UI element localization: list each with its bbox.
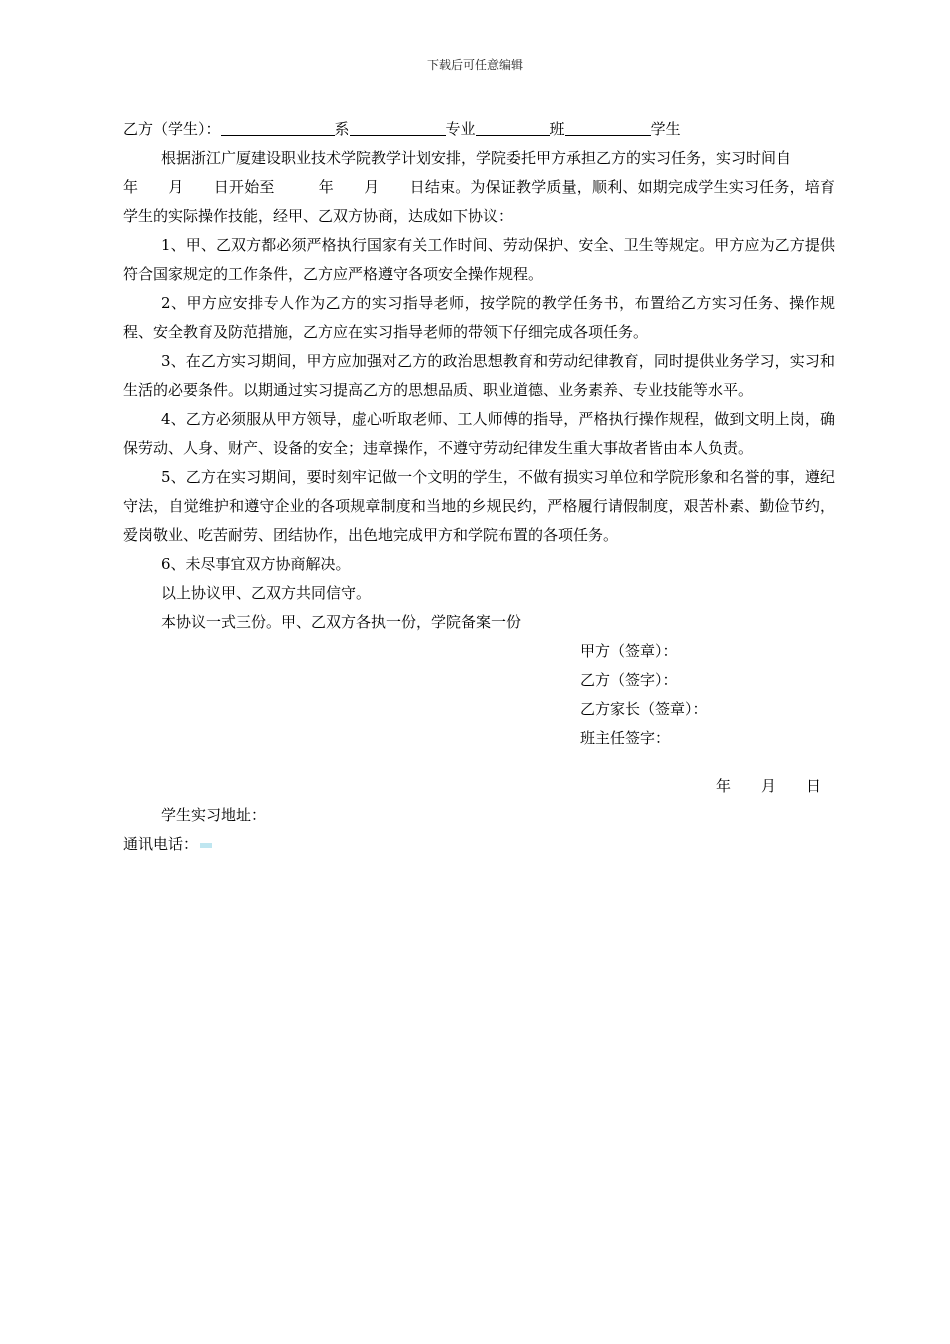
internship-address: 学生实习地址： [161,806,267,824]
date-year: 年 [715,777,731,795]
blank-field [565,118,651,136]
agreement-body [123,115,835,859]
signing-date [123,772,821,801]
year-label: 年 [318,178,335,196]
intro-text-1: 根据浙江广厦建设职业技术学院教学计划安排，学院委托甲方承担乙方的实习任务，实习时间自 [161,149,792,167]
intro-paragraph [123,144,835,231]
day-start-label: 日开始至 [213,178,275,196]
clause-6: 6、未尽事宜双方协商解决。 [161,555,351,573]
blank-field [350,118,446,136]
year-label: 年 [123,178,139,196]
copies-note: 本协议一式三份。甲、乙双方各执一份，学院备案一份 [161,613,522,631]
highlight-mark [200,843,212,848]
month-label: 月 [168,178,184,196]
clause-1: 1、甲、乙双方都必须严格执行国家有关工作时间、劳动保护、安全、卫生等规定。甲方应为乙方提供符合国家规定的工作条件，乙方应严格遵守各项安全操作规程。 [123,236,835,283]
mutual-observance: 以上协议甲、乙双方共同信守。 [161,584,372,602]
clause-3: 3、在乙方实习期间，甲方应加强对乙方的政治思想教育和劳动纪律教育，同时提供业务学习，实习和生活的必要条件。以期通过实习提高乙方的思想品质、职业道德、业务素养、专业技能等水平。 [123,352,835,399]
blank-field [476,118,550,136]
phone-line [123,830,835,859]
student-label: 学生 [650,120,681,138]
signature-class-teacher: 班主任签字： [580,729,671,747]
clause-2: 2、甲方应安排专人作为乙方的实习指导老师，按学院的教学任务书，布置给乙方实习任务、操作规程、安全教育及防范措施，乙方应在实习指导老师的带领下仔细完成各项任务。 [123,294,835,341]
party-line [123,115,835,144]
intro-text-2: 日结束。为保证教学质量，顺利、如期完成学生实习任务，培育学生的实际操作技能，经甲、乙双方协商，达成如下协议： [123,178,835,225]
major-label: 专业 [445,120,476,138]
signature-party-a: 甲方（签章）： [580,642,678,660]
date-month: 月 [760,777,776,795]
party-label: 乙方（学生）： [123,120,221,138]
signature-party-b: 乙方（签字）： [580,671,678,689]
download-note: 下载后可任意编辑 [426,58,523,72]
signature-parent: 乙方家长（签章）： [580,700,708,718]
clause-5: 5、乙方在实习期间，要时刻牢记做一个文明的学生，不做有损实习单位和学院形象和名誉的事，遵纪守法，自觉维护和遵守企业的各项规章制度和当地的乡规民约，严格履行请假制度，艰苦朴素、勤俭节约，爱岗敬业、吃苦耐劳、团结协作，出色地完成甲方和学院布置的各项任务。 [123,468,835,544]
blank-field [221,118,335,136]
phone-label: 通讯电话： [123,835,199,853]
class-label: 班 [549,120,565,138]
month-label: 月 [364,178,380,196]
dept-label: 系 [334,120,350,138]
clause-4: 4、乙方必须服从甲方领导，虚心听取老师、工人师傅的指导，严格执行操作规程，做到文明上岗，确保劳动、人身、财产、设备的安全；违章操作，不遵守劳动纪律发生重大事故者皆由本人负责。 [123,410,835,457]
date-day: 日 [805,777,821,795]
